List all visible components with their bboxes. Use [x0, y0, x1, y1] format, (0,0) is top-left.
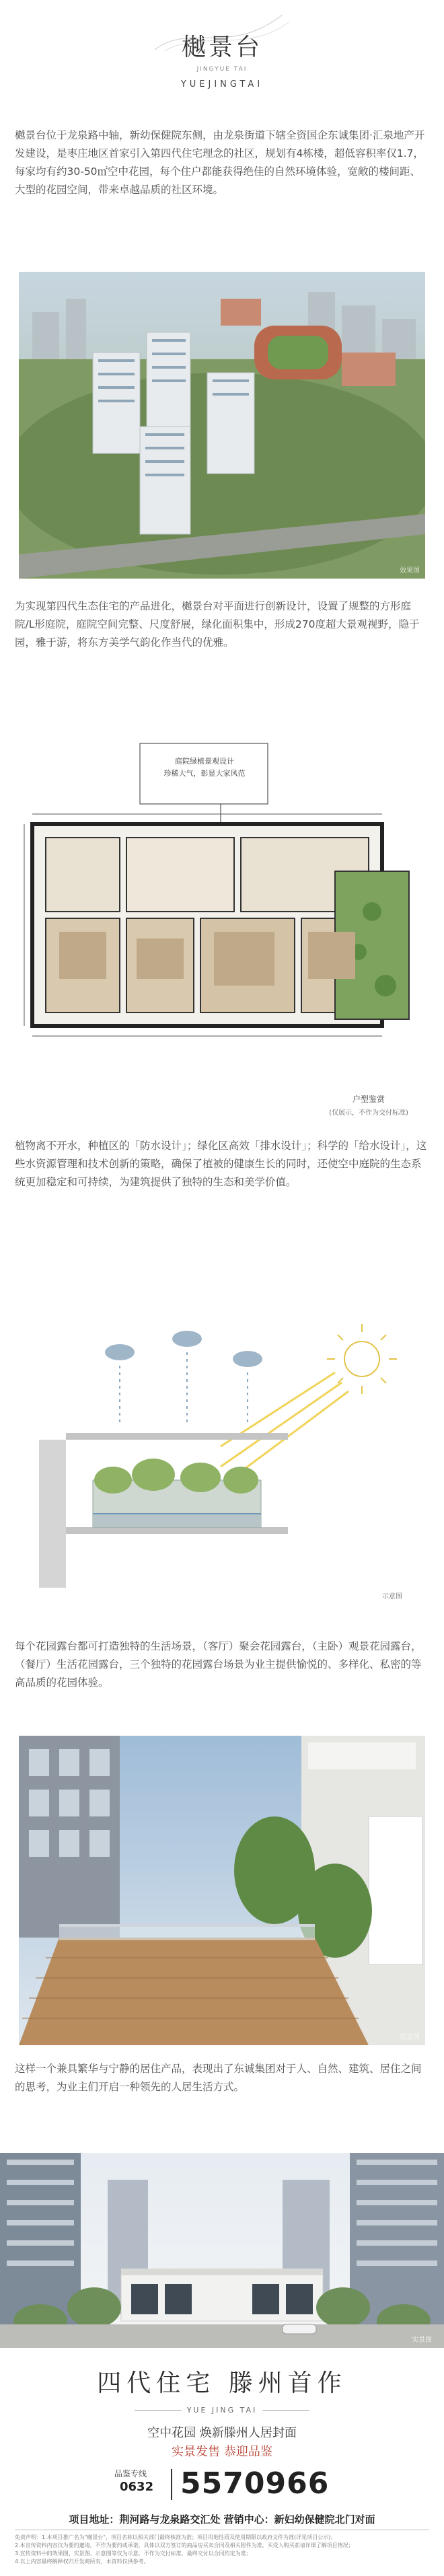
footer-sale-text: 实景发售 恭迎品鉴 [172, 2445, 272, 2459]
hotline-separator [171, 2469, 172, 2500]
hotline-number[interactable]: 5570966 [180, 2466, 330, 2501]
page-title: 樾景台 [181, 34, 262, 61]
aerial-rendering-image [19, 272, 425, 579]
callout-line-1: 庭院绿植景观设计 [175, 757, 234, 766]
title-pinyin: YUEJINGTAI [180, 79, 264, 89]
buildings-watermark: 实景图 [412, 2336, 432, 2344]
garden-watermark: 实景图 [400, 2034, 420, 2041]
disclaimer-line: 3.宣传资料中的效果图、实景图、示意图等仅为示意，不作为交付标准，最终交付以合同约定为准； [15, 2550, 252, 2556]
aerial-watermark: 效果图 [400, 567, 420, 575]
footer-tagline: 空中花园 焕新滕州人居封面 [147, 2426, 297, 2440]
hotline-label: 品鉴专线 [114, 2469, 147, 2478]
disclaimer [15, 2534, 429, 2566]
floor-plan-label: 户型鉴赏 [352, 1095, 385, 1104]
plant-paragraph: 植物离不开水，种植区的「防水设计」；绿化区高效「排水设计」；科学的「给水设计」，这些水资源管理和技术创新的策略，确保了植被的健康生长的同时，还使空中庭院的生态系统更加稳定和可持续，为建筑提供了独特的生态和美学价值。 [15, 1140, 427, 1188]
title-subtitle-en: JINGYUE TAI [196, 66, 248, 73]
floor-plan-callout [151, 756, 258, 780]
garden-terrace-illustration [19, 1736, 425, 2045]
garden-terrace-photo [19, 1736, 425, 2045]
footer-advertisement [0, 2348, 444, 2576]
garden-paragraph: 每个花园露台都可打造独特的生活场景，（客厅）聚会花园露台，（主卧）观景花园露台，（餐厅）生活花园露台，三个独特的花园露台场景为业主提供愉悦的、多样化、私密的等高品质的花园体验。 [15, 1640, 422, 1689]
callout-line-2: 珍稀大气，彰显大家风范 [163, 769, 246, 778]
buildings-illustration [0, 2153, 444, 2348]
disclaimer-line: 4.以上内容最终解释权归开发商所有，本资料仅供参考。 [15, 2559, 149, 2565]
diagram-caption: 示意图 [382, 1593, 402, 1600]
footer-slogan: 四代住宅 滕州首作 [97, 2369, 347, 2397]
pinyin-right-divider [262, 2410, 309, 2411]
hotline-area-code: 0632 [120, 2480, 154, 2494]
buildings-photo [0, 2153, 444, 2348]
floor-plan-note: (仅展示，不作为交付标准) [329, 1109, 408, 1117]
footer-pinyin: YUE JING TAI [186, 2406, 258, 2415]
disclaimer-line: 免责声明：1.本项目推广名为"樾景台"，项目名称以相关部门最终核准为准；项目用地性质及使用期限以政府文件为准(详见项目公示)； [15, 2534, 336, 2540]
project-address: 项目地址：荆河路与龙泉路交汇处 营销中心：新妇幼保健院北门对面 [69, 2513, 375, 2526]
floor-plan-drawing [19, 730, 425, 1127]
closing-paragraph: 这样一个兼具繁华与宁静的居住产品，表现出了东诚集团对于人、自然、建筑、居住之间的思考，为业主们开启一种领先的人居生活方式。 [15, 2063, 422, 2093]
diagram-illustration [19, 1312, 425, 1608]
article-header [0, 0, 444, 108]
intro-paragraph: 樾景台位于龙泉路中轴，新幼保健院东侧，由龙泉街道下辖全资国企东诚集团·汇泉地产开发建设，是枣庄地区首家引入第四代住宅理念的社区，规划有4栋楼，超低容积率仅1.7，每家均有约30-50㎡空中花园，每个住户都能获得绝佳的自然环境体验，宽敞的楼间距、大型的花园空间，带来卓越品质的社区环境。 [15, 129, 425, 196]
aerial-illustration [19, 272, 425, 579]
sky-garden-diagram [19, 1312, 425, 1608]
disclaimer-line: 2.本宣传资料内容仅为要约邀请，不作为要约或承诺，具体以双方签订的商品房买卖合同及相关附件为准，买受人购买前请详细了解项目情况； [15, 2542, 354, 2548]
design-paragraph: 为实现第四代生态住宅的产品进化，樾景台对平面进行创新设计，设置了规整的方形庭院/L形庭院，庭院空间完整、尺度舒展，绿化面积集中，形成270度超大景观视野，隐于园，雅于游，将东方美学气韵化作当代的优雅。 [15, 600, 420, 649]
floor-plan-image [19, 730, 425, 1127]
